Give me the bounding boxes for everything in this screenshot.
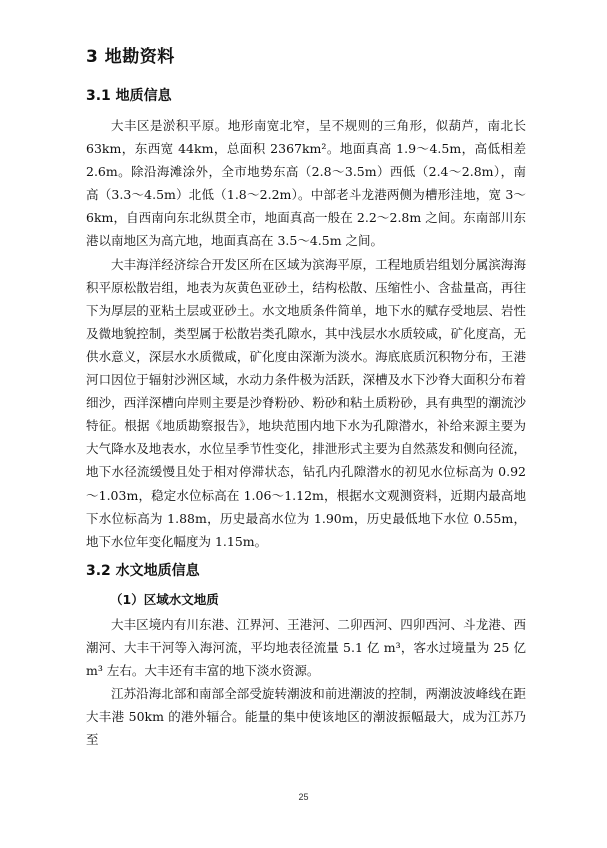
section-title-hydrogeology: 3.2 水文地质信息 <box>86 562 200 579</box>
chapter-title: 3 地勘资料 <box>86 47 175 67</box>
paragraph: 大丰区境内有川东港、江界河、王港河、二卯西河、四卯西河、斗龙港、西潮河、大丰干河等入海河流，平均地表径流量 5.1 亿 m³，客水过境量为 25 亿 m³ 左右。大丰还有丰富的地下淡水资源。 <box>86 616 526 678</box>
paragraph: 大丰海洋经济综合开发区所在区域为滨海平原，工程地质岩组划分属滨海海积平原松散岩组，地表为灰黄色亚砂土，结构松散、压缩性小、含盐量高，再往下为厚层的亚粘土层或亚砂土。水文地质条件简单，地下水的赋存受地层、岩性及微地貌控制，类型属于松散岩类孔隙水，其中浅层水水质较咸，矿化度高，无供水意义，深层水水质微咸，矿化度由深渐为淡水。海底底质沉积物分布，王港河口因位于辐射沙洲区域，水动力条件极为活跃，深槽及水下沙脊大面积分布着细沙，西洋深槽向岸则主要是沙脊粉砂、粉砂和粘土质粉砂，具有典型的潮流沙特征。根据《地质勘察报告》，地块范围内地下水为孔隙潜水，补给来源主要为大气降水及地表水，水位呈季节性变化，排泄形式主要为自然蒸发和侧向径流，地下水径流缓慢且处于相对停滞状态，钻孔内孔隙潜水的初见水位标高为 0.92～1.03m，稳定水位标高在 1.06～1.12m，根据水文观测资料，近期内最高地下水位标高为 1.88m，历史最高水位为 1.90m，历史最低地下水位 0.55m，地下水位年变化幅度为 1.15m。 <box>86 256 526 549</box>
paragraph: 大丰区是淤积平原。地形南宽北窄，呈不规则的三角形，似葫芦，南北长63km，东西宽 44km，总面积 2367km²。地面真高 1.9～4.5m，高低相差 2.6m。除沿海滩涂外，全市地势东高（2.8～3.5m）西低（2.4～2.8m），南高（3.3～4.5m）北低（1.8～2.2m）。中部老斗龙港两侧为槽形洼地，宽 3～6km，自西南向东北纵贯全市，地面真高一般在 2.2～2.8m 之间。东南部川东港以南地区为高亢地，地面真高在 3.5～4.5m 之间。 <box>86 118 526 249</box>
paragraph: 江苏沿海北部和南部全部受旋转潮波和前进潮波的控制，两潮波波峰线在距大丰港 50km 的港外辐合。能量的集中使该地区的潮波振幅最大，成为江苏乃至 <box>86 686 526 748</box>
page-number: 25 <box>298 792 309 802</box>
page-content <box>86 44 526 751</box>
section-title-geology: 3.1 地质信息 <box>86 88 172 104</box>
subsection-title: （1）区域水文地质 <box>110 591 219 607</box>
